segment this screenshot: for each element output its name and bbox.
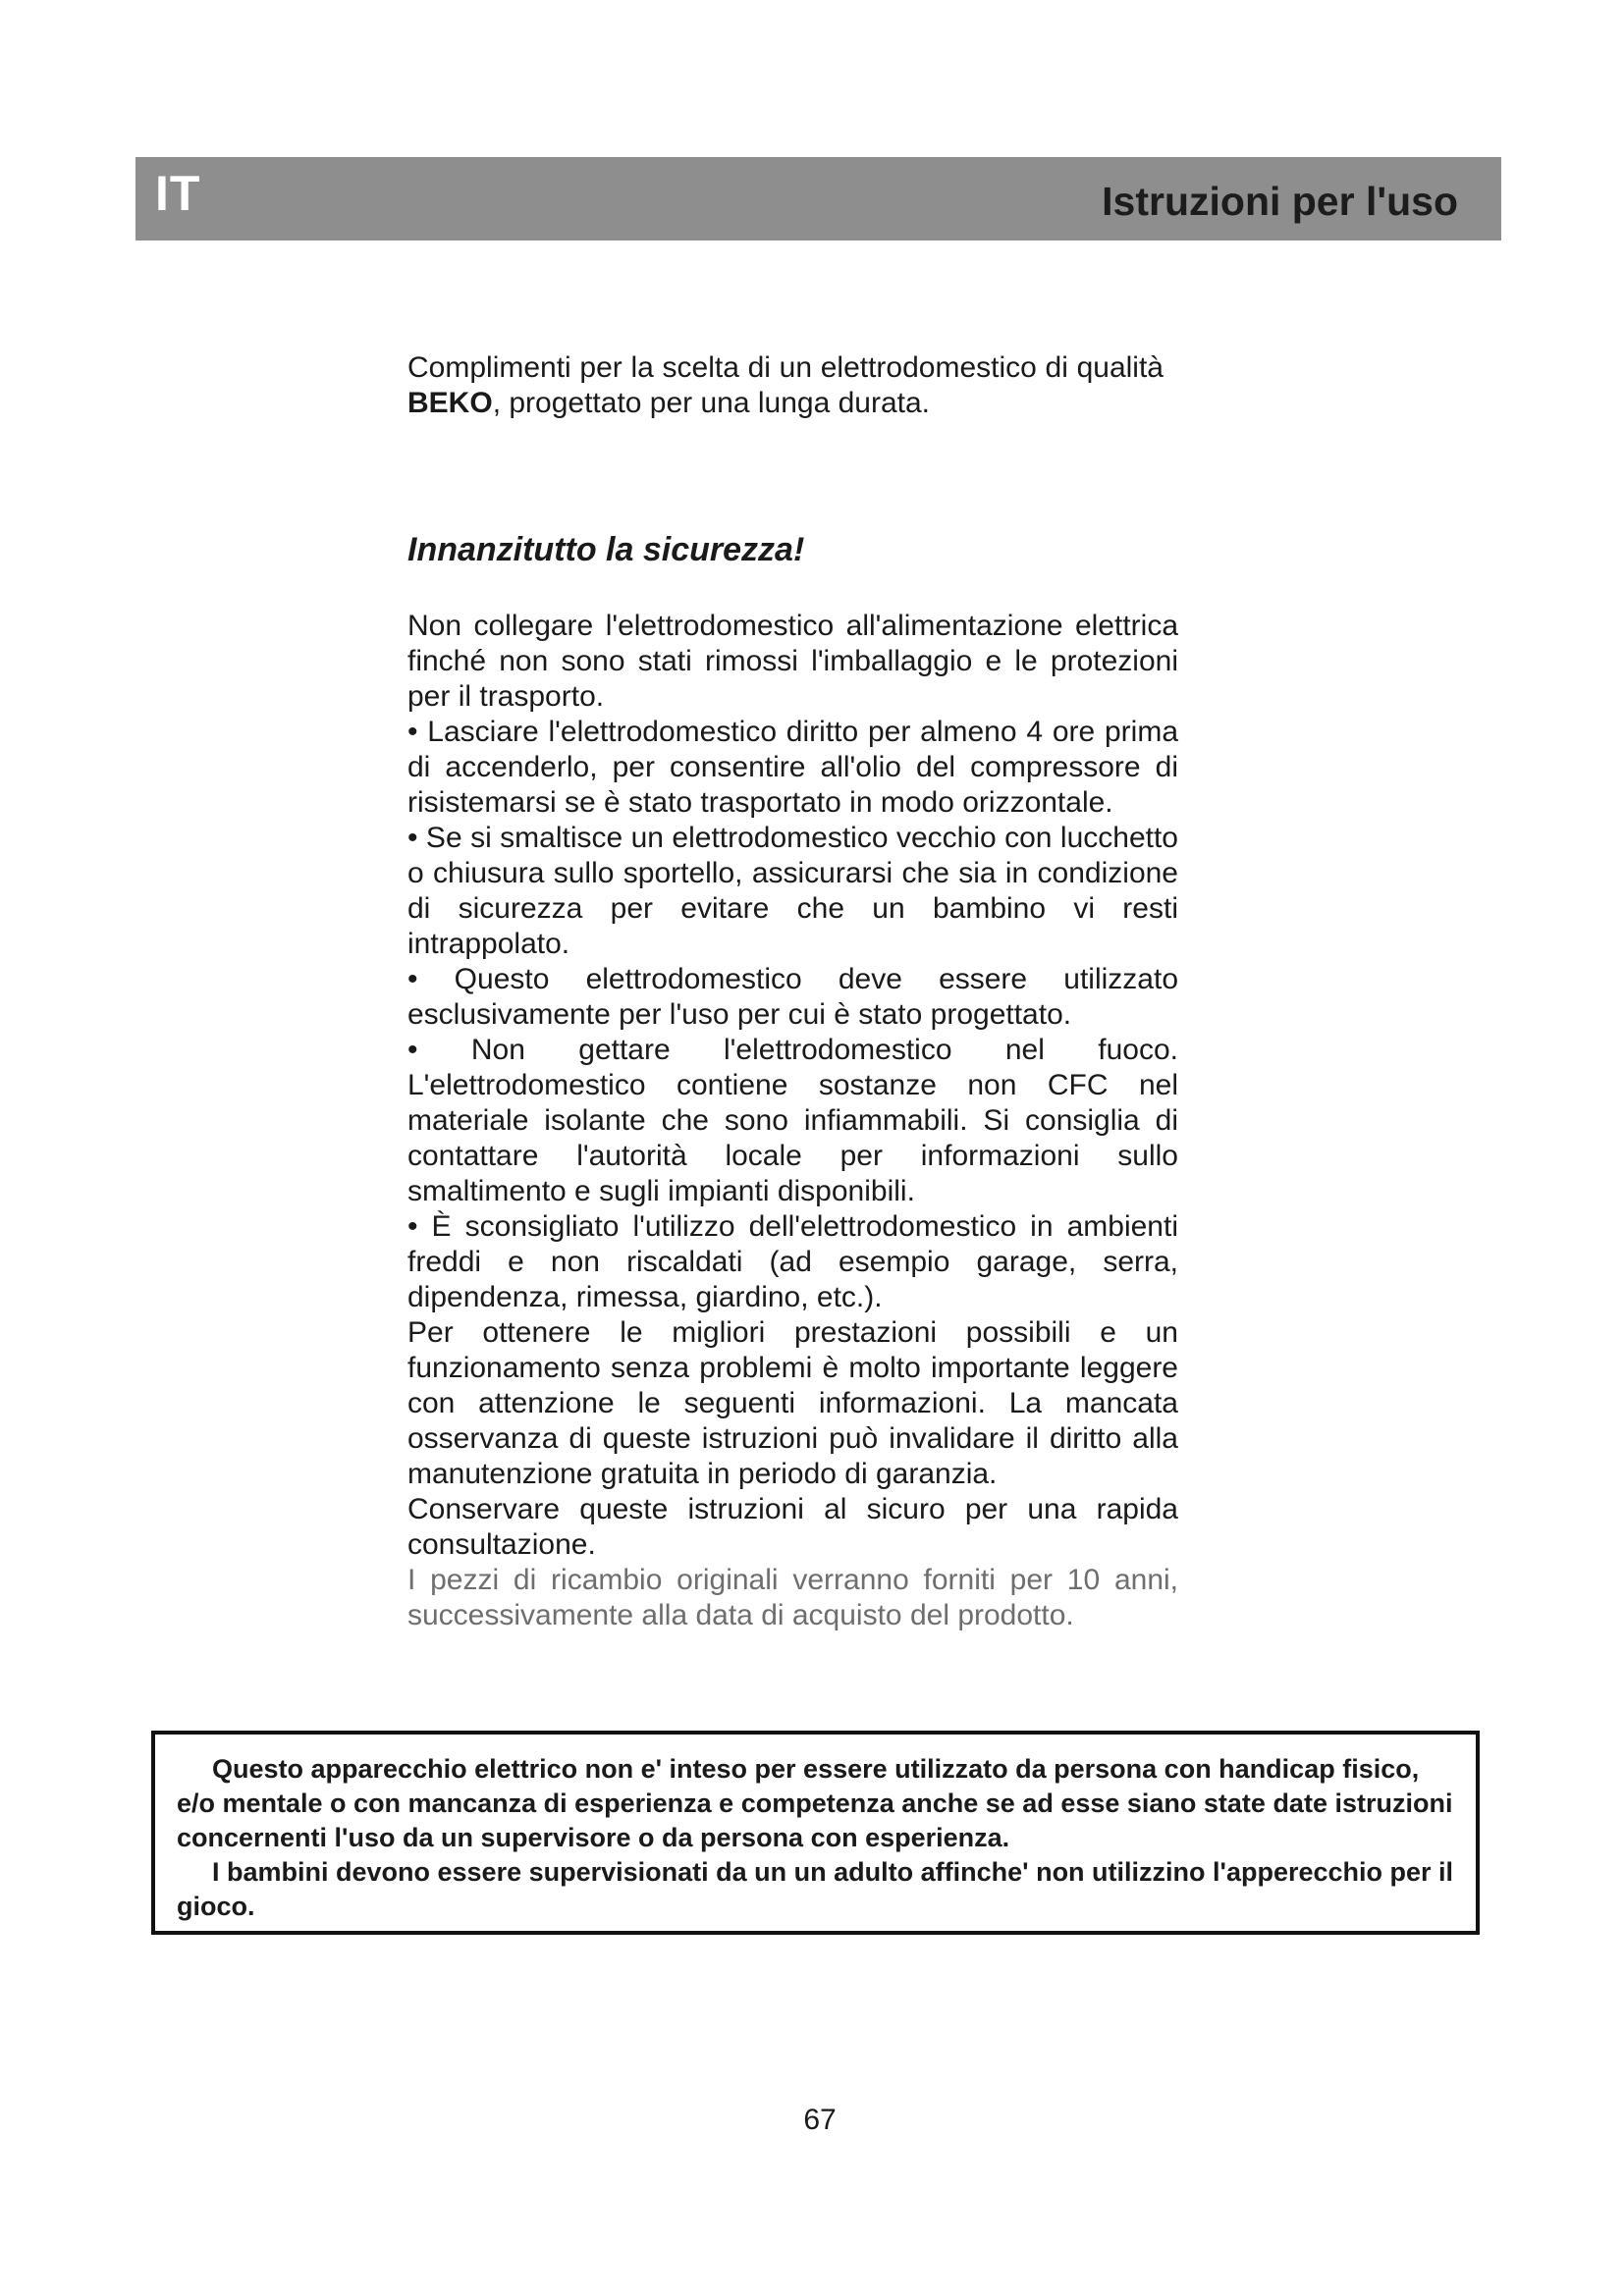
spare-parts-note: I pezzi di ricambio originali verranno forniti per 10 anni, successivamente alla data di acquisto del prodotto.	[407, 1564, 1178, 1631]
intro-text-before: Complimenti per la scelta di un elettrodomestico di qualità	[407, 351, 1164, 384]
warning-paragraph: I bambini devono essere supervisionati da un un adulto affinche' non utilizzino l'apperecchio per il gioco.	[177, 1857, 1454, 1921]
body-paragraph: • Se si smaltisce un elettrodomestico vecchio con lucchetto o chiusura sullo sportello, assicurarsi che sia in condizione di sicurezza per evitare che un bambino vi resti intrappolato.	[407, 822, 1178, 960]
language-code: IT	[155, 166, 201, 221]
section-title: Innanzitutto la sicurezza!	[407, 531, 805, 568]
page-title: Istruzioni per l'uso	[1102, 179, 1458, 224]
intro-text-after: , progettato per una lunga durata.	[492, 387, 931, 419]
header-bar	[135, 157, 1501, 240]
safety-body	[407, 609, 1178, 1633]
body-paragraph: Per ottenere le migliori prestazioni possibili e un funzionamento senza problemi è molto importante leggere con attenzione le seguenti informazioni. La mancata osservanza di queste istruzioni può invalidare il diritto alla manutenzione gratuita in periodo di garanzia.	[407, 1316, 1178, 1490]
body-paragraph: • Questo elettrodomestico deve essere utilizzato esclusivamente per l'uso per cui è stato progettato.	[407, 963, 1178, 1031]
intro-paragraph	[407, 350, 1164, 421]
warning-paragraph: Questo apparecchio elettrico non e' inteso per essere utilizzato da persona con handicap fisico, e/o mentale o con mancanza di esperienza e competenza anche se ad esse siano state date istruzioni concernenti l'uso da un supervisore o da persona con esperienza.	[177, 1754, 1453, 1852]
body-paragraph: • Lasciare l'elettrodomestico diritto per almeno 4 ore prima di accenderlo, per consentire all'olio del compressore di risistemarsi se è stato trasportato in modo orizzontale.	[407, 716, 1178, 819]
body-paragraph: • È sconsigliato l'utilizzo dell'elettrodomestico in ambienti freddi e non riscaldati (ad esempio garage, serra, dipendenza, rimessa, giardino, etc.).	[407, 1210, 1178, 1313]
brand-name: BEKO	[407, 387, 493, 419]
body-paragraph: • Non gettare l'elettrodomestico nel fuoco. L'elettrodomestico contiene sostanze non CFC nel materiale isolante che sono infiammabili. Si consiglia di contattare l'autorità locale per informazioni sullo smaltimento e sugli impianti disponibili.	[407, 1034, 1178, 1207]
body-paragraph: Non collegare l'elettrodomestico all'alimentazione elettrica finché non sono stati rimossi l'imballaggio e le protezioni per il trasporto.	[407, 610, 1178, 713]
page-number: 67	[803, 2104, 837, 2136]
body-paragraph: Conservare queste istruzioni al sicuro per una rapida consultazione.	[407, 1493, 1178, 1561]
warning-box	[151, 1731, 1480, 1935]
